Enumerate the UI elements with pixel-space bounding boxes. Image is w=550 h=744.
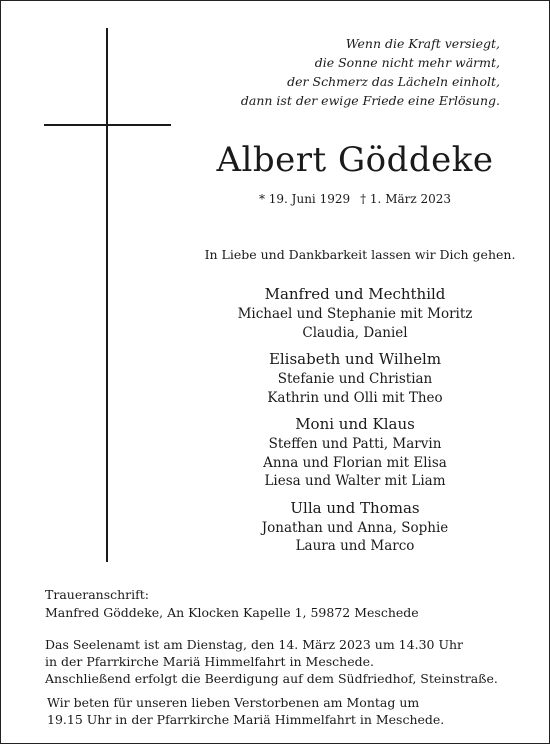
poem-line: der Schmerz das Lächeln einholt, (287, 74, 500, 89)
family-member: Kathrin und Olli mit Theo (267, 389, 443, 406)
family-group (200, 349, 510, 407)
service-line: Anschließend erfolgt die Beerdigung auf dem Südfriedhof, Steinstraße. (45, 671, 498, 686)
family-head: Moni und Klaus (295, 415, 415, 433)
intro-text: In Liebe und Dankbarkeit lassen wir Dich gehen. (204, 247, 516, 262)
family-head: Elisabeth und Wilhelm (268, 350, 442, 368)
family-member: Claudia, Daniel (302, 324, 408, 341)
family-member: Liesa und Walter mit Liam (264, 473, 446, 489)
cross-icon-horizontal-bar (44, 124, 171, 126)
family-group (200, 414, 510, 491)
birth-date: * 19. Juni 1929 (258, 192, 351, 206)
poem-line: die Sonne nicht mehr wärmt, (314, 55, 500, 70)
poem (200, 34, 500, 110)
family-list (200, 284, 510, 563)
poem-line: Wenn die Kraft versiegt, (345, 36, 500, 51)
deceased-name: Albert Göddeke (216, 140, 494, 180)
service-line: in der Pfarrkirche Mariä Himmelfahrt in Meschede. (45, 654, 374, 669)
family-member: Laura und Marco (295, 538, 415, 554)
address-label: Traueranschrift: (45, 587, 149, 602)
family-group (200, 284, 510, 342)
death-date: † 1. März 2023 (360, 192, 452, 206)
family-head: Manfred und Mechthild (264, 285, 446, 303)
family-member: Michael und Stephanie mit Moritz (237, 306, 473, 322)
prayer-info (47, 694, 444, 728)
poem-line: dann ist der ewige Friede eine Erlösung. (240, 93, 500, 108)
family-member: Stefanie und Christian (277, 371, 433, 387)
life-dates (190, 192, 520, 206)
prayer-line: Wir beten für unseren lieben Verstorbenen am Montag um (47, 695, 420, 710)
cross-icon-vertical-bar (106, 28, 108, 562)
mourning-address (45, 586, 419, 622)
family-group (200, 498, 510, 556)
service-info (45, 636, 498, 687)
family-member: Anna und Florian mit Elisa (263, 454, 447, 471)
family-head: Ulla und Thomas (290, 498, 420, 517)
family-member: Steffen und Patti, Marvin (268, 436, 442, 452)
address-line: Manfred Göddeke, An Klocken Kapelle 1, 59872 Meschede (45, 605, 419, 620)
service-line: Das Seelenamt ist am Dienstag, den 14. März 2023 um 14.30 Uhr (45, 637, 464, 652)
family-member: Jonathan und Anna, Sophie (261, 519, 449, 536)
prayer-line: 19.15 Uhr in der Pfarrkirche Mariä Himmelfahrt in Meschede. (47, 712, 445, 727)
